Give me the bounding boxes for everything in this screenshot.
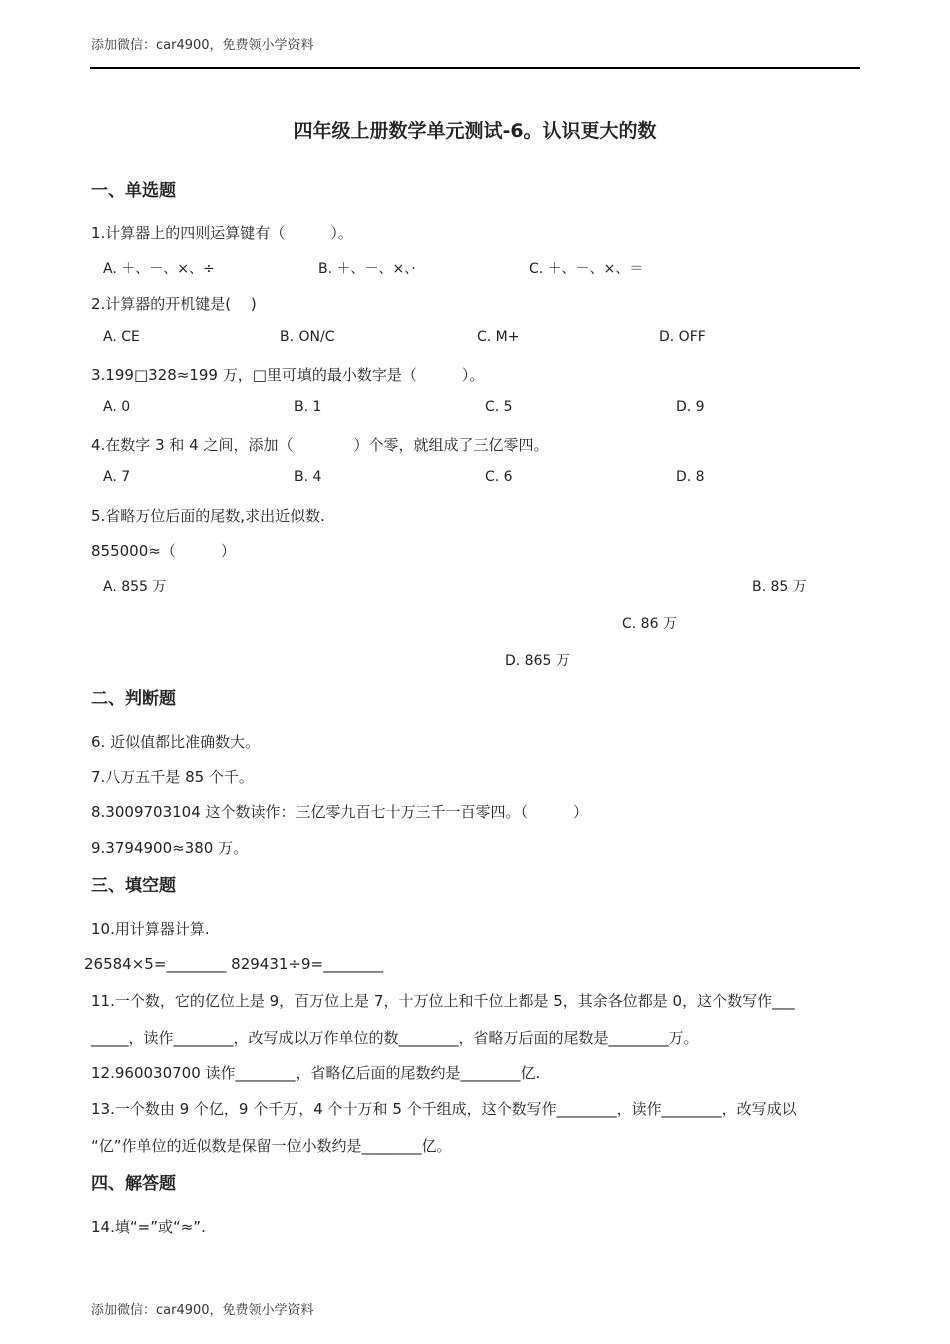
page-title: 四年级上册数学单元测试-6。认识更大的数 [293,120,657,142]
q5-option-a[interactable]: A. 855 万 [103,579,167,595]
q4-option-b[interactable]: B. 4 [294,469,322,485]
question-10: 10.用计算器计算. [91,920,210,938]
section-answer: 四、解答题 [91,1174,176,1194]
question-10-expression: 26584×5=________ 829431÷9=________ [84,955,384,973]
question-11-line-1: 11.一个数，它的亿位上是 9，百万位上是 7，十万位上和千位上都是 5，其余各位都是 0，这个数写作___ [91,992,795,1010]
section-true-false: 二、判断题 [91,689,176,709]
question-7: 7.八万五千是 85 个千。 [91,768,254,786]
q1-option-c[interactable]: C. ＋、－、×、＝ [529,261,644,277]
header-divider [90,67,860,69]
question-5-expression: 855000≈（ ） [91,542,236,560]
question-2: 2.计算器的开机键是( ) [91,295,257,313]
q4-option-c[interactable]: C. 6 [485,469,513,485]
question-5: 5.省略万位后面的尾数,求出近似数. [91,507,325,525]
q2-option-a[interactable]: A. CE [103,329,140,345]
question-8: 8.3009703104 这个数读作：三亿零九百七十万三千一百零四。（ ） [91,803,589,821]
q3-option-d[interactable]: D. 9 [676,399,705,415]
question-11-line-2: _____，读作________，改写成以万作单位的数________，省略万后面的尾数是________万。 [91,1029,699,1047]
question-6: 6. 近似值都比准确数大。 [91,733,261,751]
question-4: 4.在数字 3 和 4 之间，添加（ ）个零，就组成了三亿零四。 [91,436,549,454]
q2-option-d[interactable]: D. OFF [659,329,706,345]
q3-option-a[interactable]: A. 0 [103,399,131,415]
question-13-line-1: 13.一个数由 9 个亿，9 个千万，4 个十万和 5 个千组成，这个数写作________，读作________，改写成以 [91,1100,797,1118]
q4-option-d[interactable]: D. 8 [676,469,705,485]
question-1: 1.计算器上的四则运算键有（ ）。 [91,224,353,242]
question-13-line-2: “亿”作单位的近似数是保留一位小数约是________亿。 [91,1137,452,1155]
question-14: 14.填“=”或“≈”. [91,1218,206,1236]
watermark-top: 添加微信：car4900，免费领小学资料 [91,38,314,53]
q5-option-b[interactable]: B. 85 万 [752,579,807,595]
q3-option-b[interactable]: B. 1 [294,399,322,415]
q1-option-b[interactable]: B. ＋、－、×、· [318,261,416,277]
question-3: 3.199□328≈199 万，□里可填的最小数字是（ ）。 [91,366,485,384]
section-fill-in: 三、填空题 [91,876,176,896]
q5-option-c[interactable]: C. 86 万 [622,616,677,632]
q5-option-d[interactable]: D. 865 万 [505,653,570,669]
q2-option-c[interactable]: C. M+ [477,329,520,345]
q2-option-b[interactable]: B. ON/C [280,329,335,345]
section-single-choice: 一、单选题 [91,181,176,201]
q1-option-a[interactable]: A. ＋、－、×、÷ [103,261,215,277]
watermark-bottom: 添加微信：car4900，免费领小学资料 [91,1303,314,1318]
question-9: 9.3794900≈380 万。 [91,839,249,857]
question-12: 12.960030700 读作________，省略亿后面的尾数约是________亿. [91,1064,541,1082]
q4-option-a[interactable]: A. 7 [103,469,131,485]
q3-option-c[interactable]: C. 5 [485,399,513,415]
